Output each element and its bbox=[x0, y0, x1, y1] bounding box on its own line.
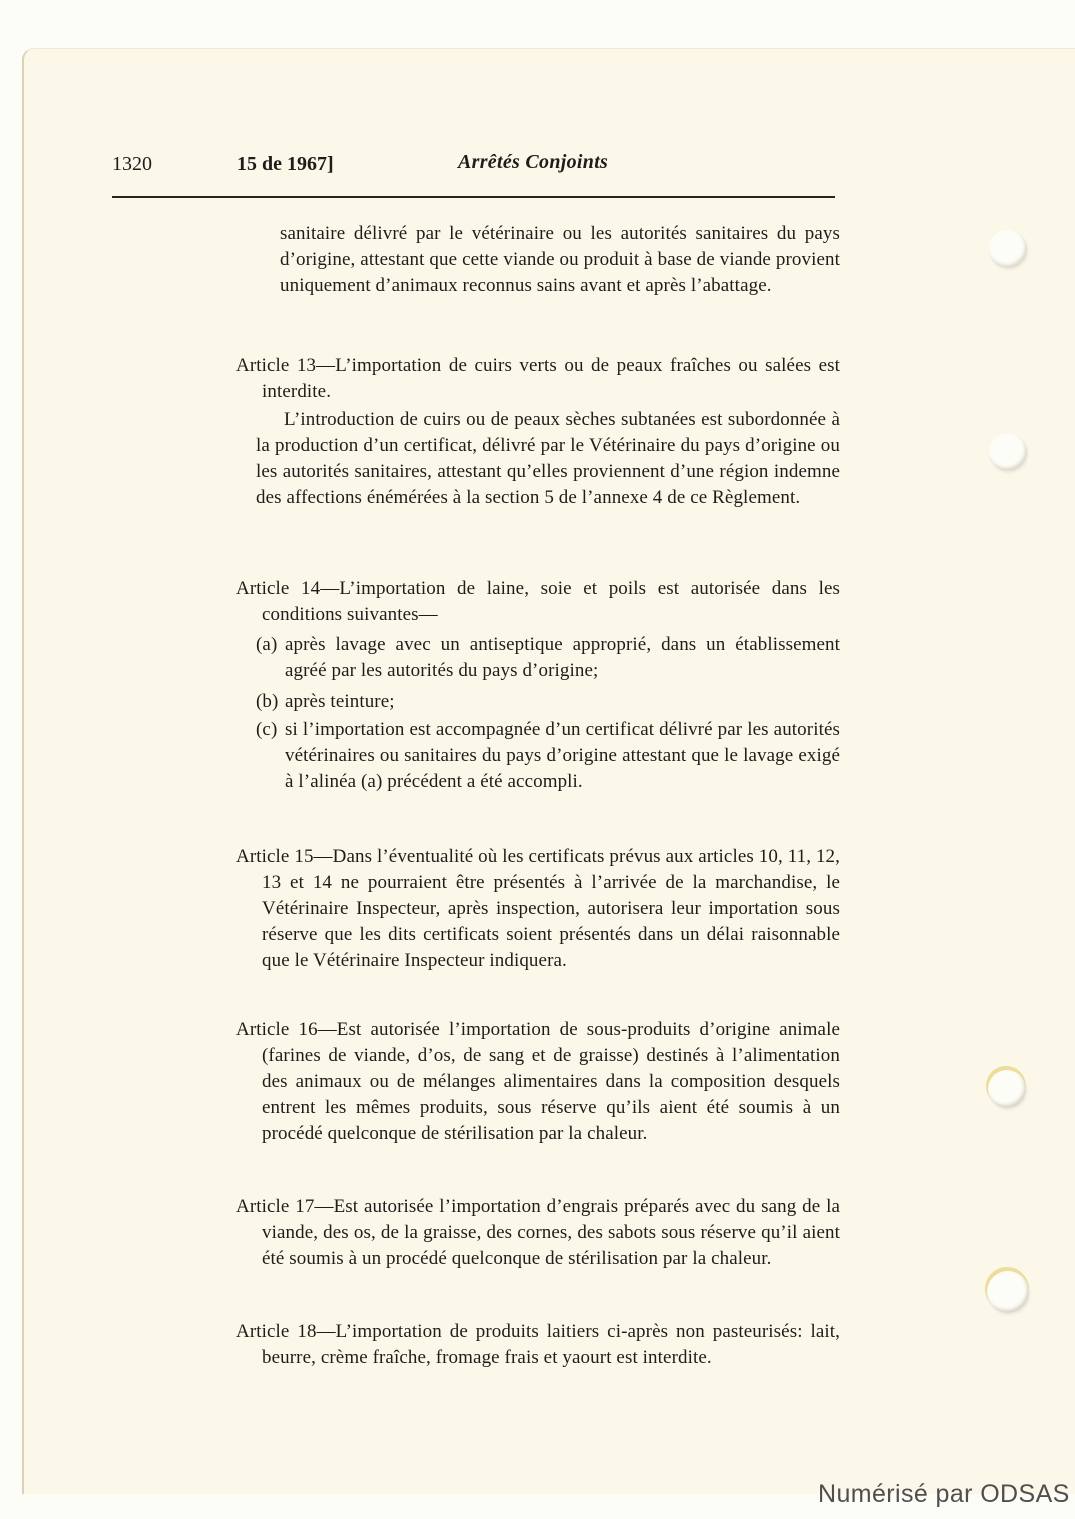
article-13-paragraph-2: L’introduction de cuirs ou de peaux sèches subtanées est subordonnée à la production d’un certificat, délivré par le Vétérinaire du pays d’origine ou les autorités sanitaires, attestant qu’elles proviennent d’une région indemne des affections énémérées à la section 5 de l’annexe 4 de ce Règlement. bbox=[256, 409, 840, 508]
running-title: Arrêtés Conjoints bbox=[458, 151, 609, 173]
item-b-label: (b) bbox=[256, 691, 279, 712]
item-a-text: après lavage avec un antiseptique approprié, dans un établissement agréé par les autorités du pays d’origine; bbox=[285, 634, 840, 681]
punch-hole-icon bbox=[988, 1070, 1026, 1108]
article-16-paragraph: Article 16—Est autorisée l’importation de sous-produits d’origine animale (farines de viande, d’os, de sang et de graisse) destinés à l’alimentation des animaux ou de mélanges alimentaires dans la composition desquels entrent les mêmes produits, sous réserve qu’ils aient été soumis à un procédé quelconque de stérilisation par la chaleur. bbox=[236, 1019, 840, 1144]
article-13-paragraph-1: Article 13—L’importation de cuirs verts ou de peaux fraîches ou salées est interdite. bbox=[236, 355, 840, 402]
article-15-paragraph: Article 15—Dans l’éventualité où les certificats prévus aux articles 10, 11, 12, 13 et 14 ne pourraient être présentés à l’arrivée de la marchandise, le Vétérinaire Inspecteur, après inspection, autorisera leur importation sous réserve que les dits certificats soient présentés dans un délai raisonnable que le Vétérinaire Inspecteur indiquera. bbox=[236, 846, 840, 971]
item-c-text: si l’importation est accompagnée d’un certificat délivré par les autorités vétérinaires ou sanitaires du pays d’origine attestant que le lavage exigé à l’alinéa (a) précédent a été accompli. bbox=[285, 719, 840, 792]
punch-hole-icon bbox=[989, 230, 1027, 268]
continuation-paragraph: sanitaire délivré par le vétérinaire ou les autorités sanitaires du pays d’origine, attestant que cette viande ou produit à base de viande provient uniquement d’animaux reconnus sains avant et après l’abattage. bbox=[280, 223, 840, 296]
item-c-label: (c) bbox=[256, 719, 278, 740]
article-18-paragraph: Article 18—L’importation de produits laitiers ci-après non pasteurisés: lait, beurre, crème fraîche, fromage frais et yaourt est interdite. bbox=[236, 1321, 840, 1368]
scanned-page bbox=[22, 48, 1075, 1494]
digitization-watermark: Numérisé par ODSAS bbox=[818, 1480, 1070, 1508]
edition-reference: 15 de 1967] bbox=[237, 153, 334, 175]
header-rule bbox=[112, 196, 835, 198]
page-number: 1320 bbox=[112, 153, 152, 175]
article-14-item-b bbox=[256, 689, 840, 715]
article-17-paragraph: Article 17—Est autorisée l’importation d’engrais préparés avec du sang de la viande, des os, de la graisse, des cornes, des sabots sous réserve qu’il aient été soumis à un procédé quelconque de stérilisation par la chaleur. bbox=[236, 1196, 840, 1269]
article-14-item-a bbox=[256, 632, 840, 684]
item-a-label: (a) bbox=[256, 634, 278, 655]
article-14-intro: Article 14—L’importation de laine, soie et poils est autorisée dans les conditions suivantes— bbox=[236, 578, 840, 625]
item-b-text: après teinture; bbox=[285, 691, 395, 712]
punch-hole-icon bbox=[989, 433, 1027, 471]
article-14-item-c bbox=[256, 717, 840, 795]
punch-hole-icon bbox=[987, 1271, 1029, 1313]
